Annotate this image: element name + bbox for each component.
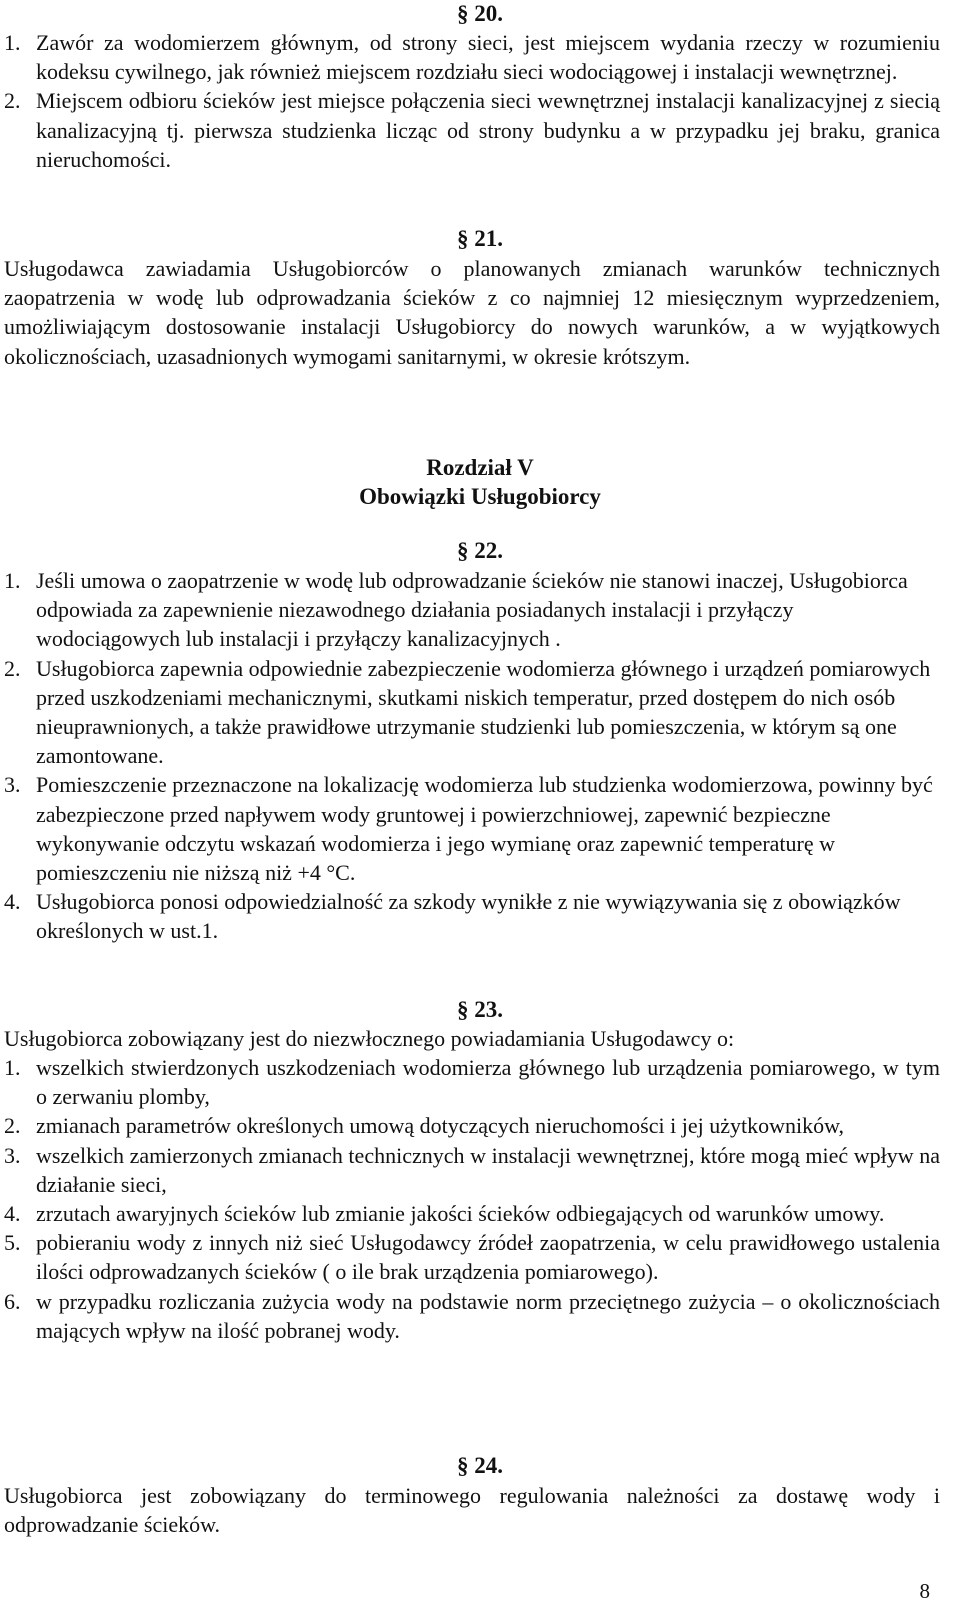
list-item [4,1228,940,1286]
section-24-paragraph: Usługobiorca jest zobowiązany do terminowego regulowania należności za dostawę wody i odprowadzanie ścieków. [4,1483,940,1538]
item-number: 1. [4,1055,21,1080]
chapter-number: Rozdział V [426,455,534,480]
item-text: pobieraniu wody z innych niż sieć Usługodawcy źródeł zaopatrzenia, w celu prawidłowego ustalenia ilości odprowadzanych ścieków ( o ile brak urządzenia pomiarowego). [36,1230,940,1285]
item-text: Pomieszczenie przeznaczone na lokalizację wodomierza lub studzienka wodomierzowa, powinny być zabezpieczone przed napływem wody gruntowej i powierzchniowej, zapewnić bezpieczne wykonywanie odczytu wskazań wodomierza i jego wymianę oraz zapewnić temperaturę w pomieszczeniu nie niższą niż +4 °C. [36,772,933,886]
list-item [4,1111,940,1140]
list-item [4,1141,940,1199]
item-number: 3. [4,772,21,798]
list-item [4,1287,940,1345]
item-text: Zawór za wodomierzem głównym, od strony sieci, jest miejscem wydania rzeczy w rozumieniu kodeksu cywilnego, jak również miejscem rozdziału sieci wodociągowej i instalacji wewnętrznej. [36,30,940,85]
item-text: wszelkich stwierdzonych uszkodzeniach wodomierza głównego lub urządzenia pomiarowego, w tym o zerwaniu plomby, [36,1055,940,1110]
section-23-intro: Usługobiorca zobowiązany jest do niezwłocznego powiadamiania Usługodawcy o: [4,1026,735,1051]
item-text: Miejscem odbioru ścieków jest miejsce połączenia sieci wewnętrznej instalacji kanalizacyjnej z siecią kanalizacyjną tj. pierwsza studzienka licząc od strony budynku a w przypadku jej braku, granica nieruchomości. [36,88,940,172]
item-number: 3. [4,1142,21,1168]
section-20-list [4,28,940,174]
item-text: w przypadku rozliczania zużycia wody na podstawie norm przeciętnego zużycia – o okolicznościach mających wpływ na ilość pobranej wody. [36,1288,940,1343]
item-number: 4. [4,889,21,915]
item-number: 5. [4,1230,21,1256]
item-number: 6. [4,1288,21,1314]
section-22-list [4,566,940,946]
item-text: wszelkich zamierzonych zmianach technicznych w instalacji wewnętrznej, które mogą mieć wpływ na działanie sieci, [36,1142,940,1197]
list-item [4,566,940,654]
section-23-heading: § 23. [457,997,503,1022]
list-item [4,887,940,945]
item-number: 4. [4,1201,21,1227]
page-number: 8 [919,1579,930,1603]
list-item [4,86,940,174]
section-23-list [4,1053,940,1345]
section-22-heading: § 22. [457,538,503,563]
item-text: Usługobiorca ponosi odpowiedzialność za szkody wynikłe z nie wywiązywania się z obowiązków określonych w ust.1. [36,889,901,944]
section-24-heading: § 24. [457,1453,503,1478]
item-number: 1. [4,30,21,55]
item-text: Usługobiorca zapewnia odpowiednie zabezpieczenie wodomierza głównego i urządzeń pomiarowych przed uszkodzeniami mechanicznymi, skutkami niskich temperatur, przed dostępem do nich osób nieuprawnionych, a także prawidłowe utrzymanie studzienki lub pomieszczenia, w którym są one zamontowane. [36,655,931,769]
item-number: 2. [4,655,21,681]
item-number: 2. [4,88,21,114]
item-number: 2. [4,1113,21,1139]
item-text: Jeśli umowa o zaopatrzenie w wodę lub odprowadzanie ścieków nie stanowi inaczej, Usługobiorca odpowiada za zapewnienie niezawodnego działania posiadanych instalacji i przyłączy wodociągowych lub instalacji i przyłączy kanalizacyjnych . [36,568,908,652]
list-item [4,654,940,771]
section-21-heading: § 21. [457,226,503,251]
section-21-paragraph: Usługodawca zawiadamia Usługobiorców o planowanych zmianach warunków technicznych zaopatrzenia w wodę lub odprowadzania ścieków z co najmniej 12 miesięcznym wyprzedzeniem, umożliwiającym dostosowanie instalacji Usługobiorcy do nowych warunków, a w wyjątkowych okolicznościach, uzasadnionych wymogami sanitarnymi, w okresie krótszym. [4,256,940,369]
item-text: zmianach parametrów określonych umową dotyczących nieruchomości i jej użytkowników, [36,1113,845,1139]
item-number: 1. [4,568,21,593]
section-20-heading: § 20. [457,1,503,26]
item-text: zrzutach awaryjnych ścieków lub zmianie jakości ścieków odbiegających od warunków umowy. [36,1201,885,1227]
list-item [4,1199,940,1228]
list-item [4,1053,940,1111]
list-item [4,770,940,887]
list-item [4,28,940,86]
chapter-title: Obowiązki Usługobiorcy [359,484,601,509]
